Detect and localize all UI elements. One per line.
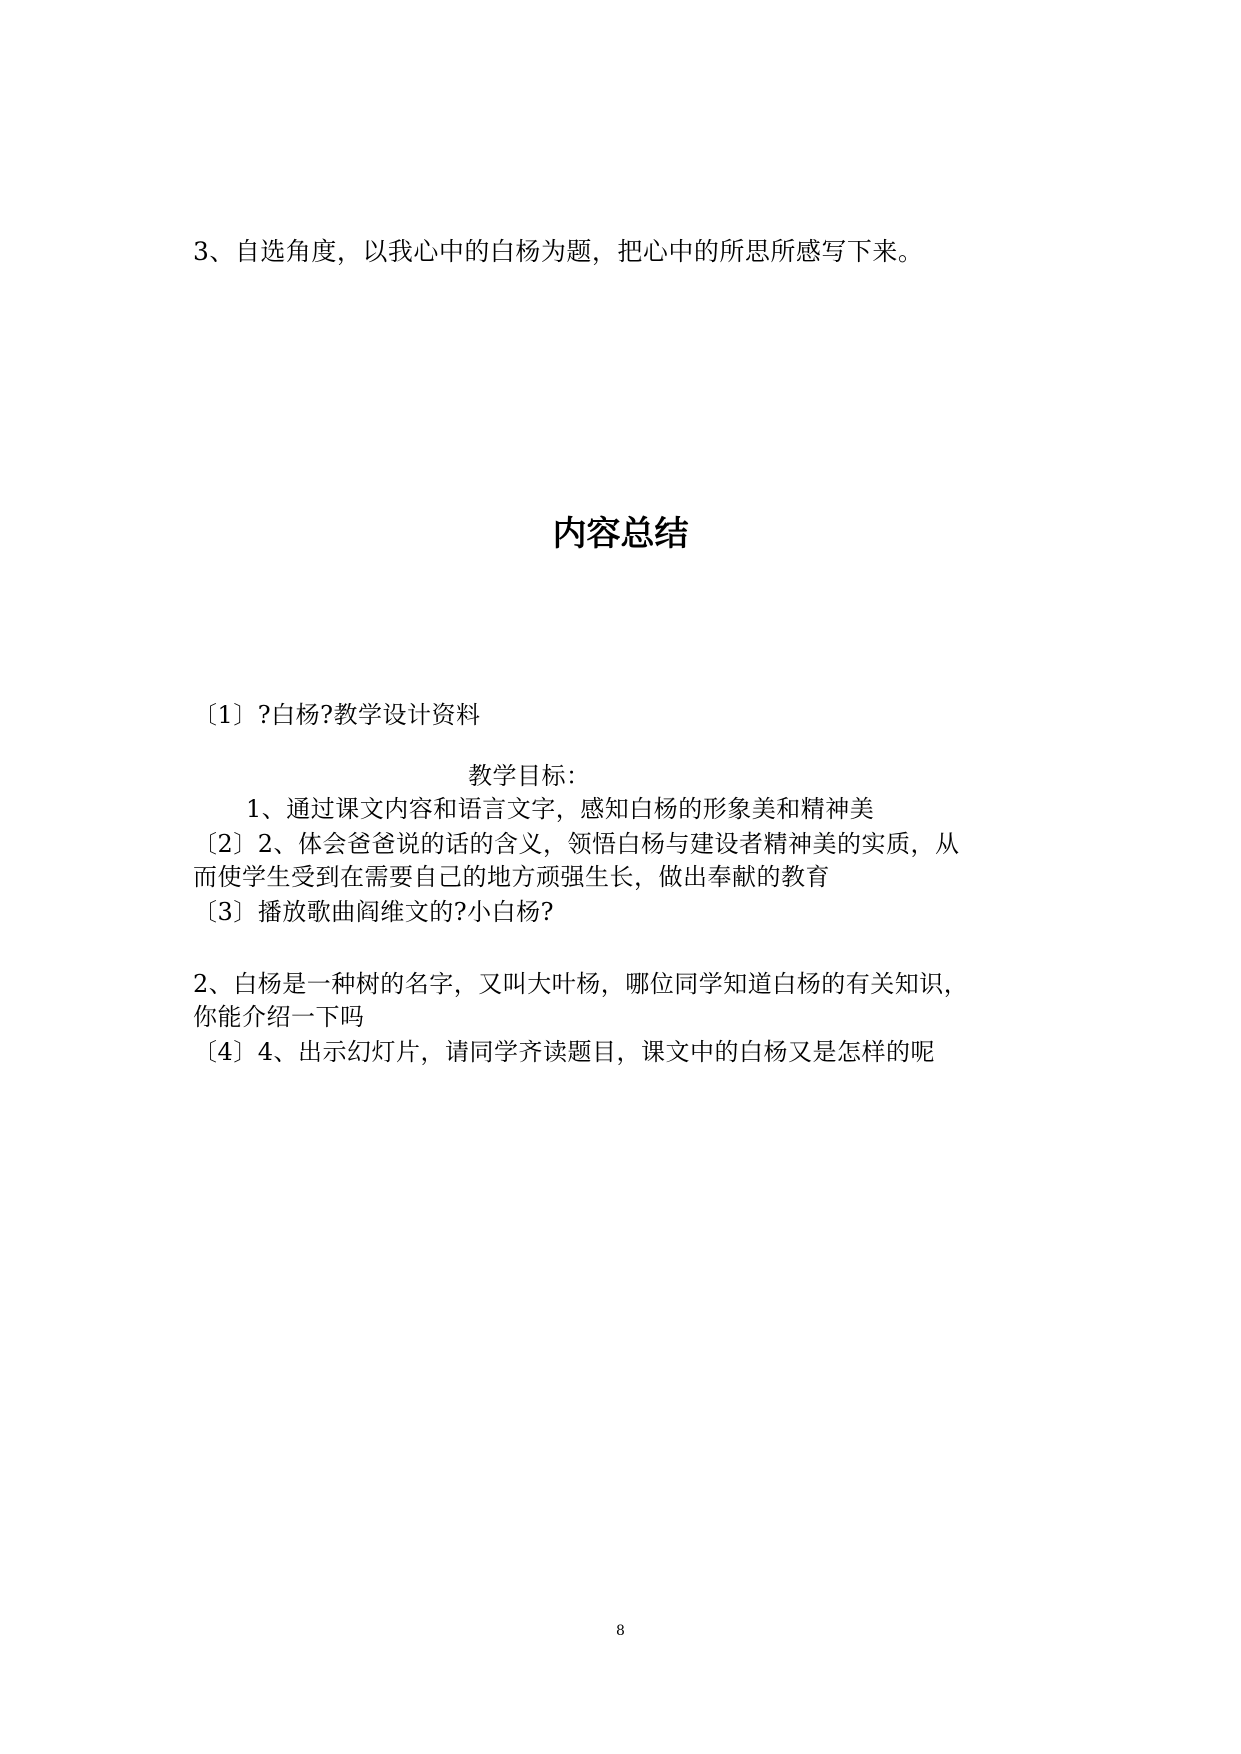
section-heading: 内容总结 xyxy=(552,514,689,554)
summary-line: 1、通过课文内容和语言文字，感知白杨的形象美和精神美 xyxy=(246,795,875,823)
summary-line: 2、白杨是一种树的名字，又叫大叶杨，哪位同学知道白杨的有关知识， xyxy=(193,970,969,998)
summary-line: 教学目标： xyxy=(468,762,591,790)
page-number: 8 xyxy=(616,1623,625,1639)
summary-line: 〔3〕播放歌曲阎维文的?小白杨? xyxy=(193,898,555,926)
summary-line: 〔1〕?白杨?教学设计资料 xyxy=(193,701,481,729)
summary-line: 而使学生受到在需要自己的地方顽强生长，做出奉献的教育 xyxy=(193,863,830,891)
summary-line: 〔2〕2、体会爸爸说的话的含义，领悟白杨与建设者精神美的实质，从 xyxy=(193,830,960,858)
summary-line: 〔4〕4、出示幻灯片，请同学齐读题目，课文中的白杨又是怎样的呢 xyxy=(193,1038,936,1066)
assignment-item-3: 3、自选角度，以我心中的白杨为题，把心中的所思所感写下来。 xyxy=(193,237,924,266)
summary-line: 你能介绍一下吗 xyxy=(193,1003,365,1031)
